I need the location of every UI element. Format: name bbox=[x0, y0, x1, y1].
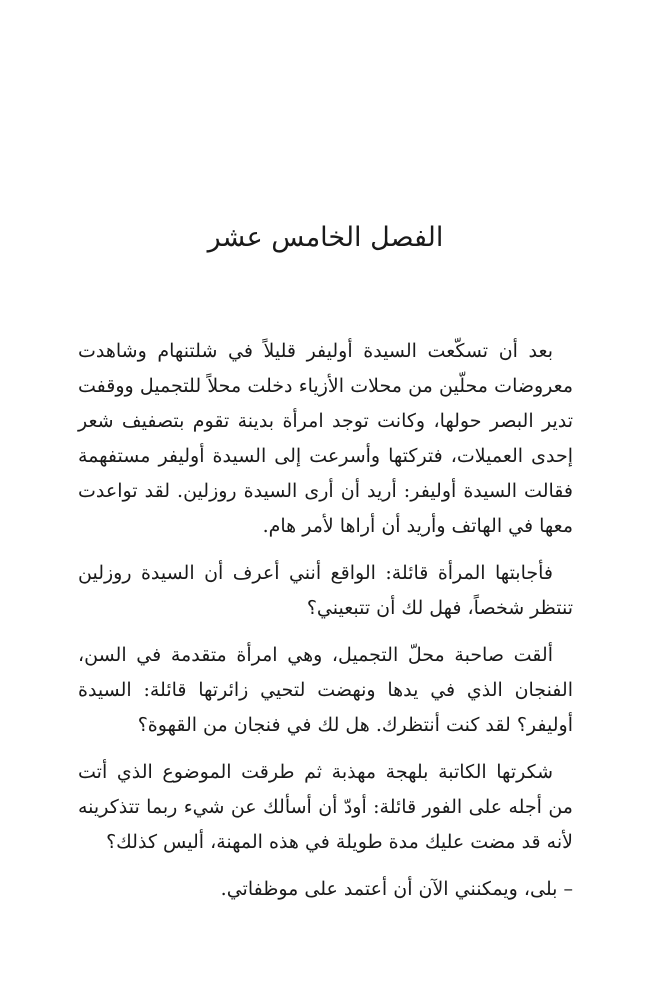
paragraph: بعد أن تسكّعت السيدة أوليفر قليلاً في شلتنهام وشاهدت معروضات محلّين من محلات الأزياء دخلت محلاً للتجميل ووقفت تدير البصر حولها، وكانت توجد امرأة بدينة تقوم بتصفيف شعر إحدى العميلات، فتركتها وأسرعت إلى السيدة أوليفر مستفهمة فقالت السيدة أوليفر: أريد أن أرى السيدة روزلين. لقد تواعدت معها في الهاتف وأريد أن أراها لأمر هام. bbox=[78, 340, 573, 537]
paragraph: فأجابتها المرأة قائلة: الواقع أنني أعرف أن السيدة روزلين تنتظر شخصاً، فهل لك أن تتبعيني؟ bbox=[78, 562, 573, 619]
chapter-body bbox=[78, 334, 573, 919]
paragraph: شكرتها الكاتبة بلهجة مهذبة ثم طرقت الموضوع الذي أتت من أجله على الفور قائلة: أودّ أن أسألك عن شيء ربما تتذكرينه لأنه قد مضت عليك مدة طويلة في هذه المهنة، أليس كذلك؟ bbox=[78, 761, 573, 853]
paragraph: ألقت صاحبة محلّ التجميل، وهي امرأة متقدمة في السن، الفنجان الذي في يدها ونهضت لتحيي زائرتها قائلة: السيدة أوليفر؟ لقد كنت أنتظرك. هل لك في فنجان من القهوة؟ bbox=[78, 644, 573, 736]
dialogue-line: – بلى، ويمكنني الآن أن أعتمد على موظفاتي. bbox=[220, 878, 573, 900]
chapter-title: الفصل الخامس عشر bbox=[207, 222, 444, 253]
